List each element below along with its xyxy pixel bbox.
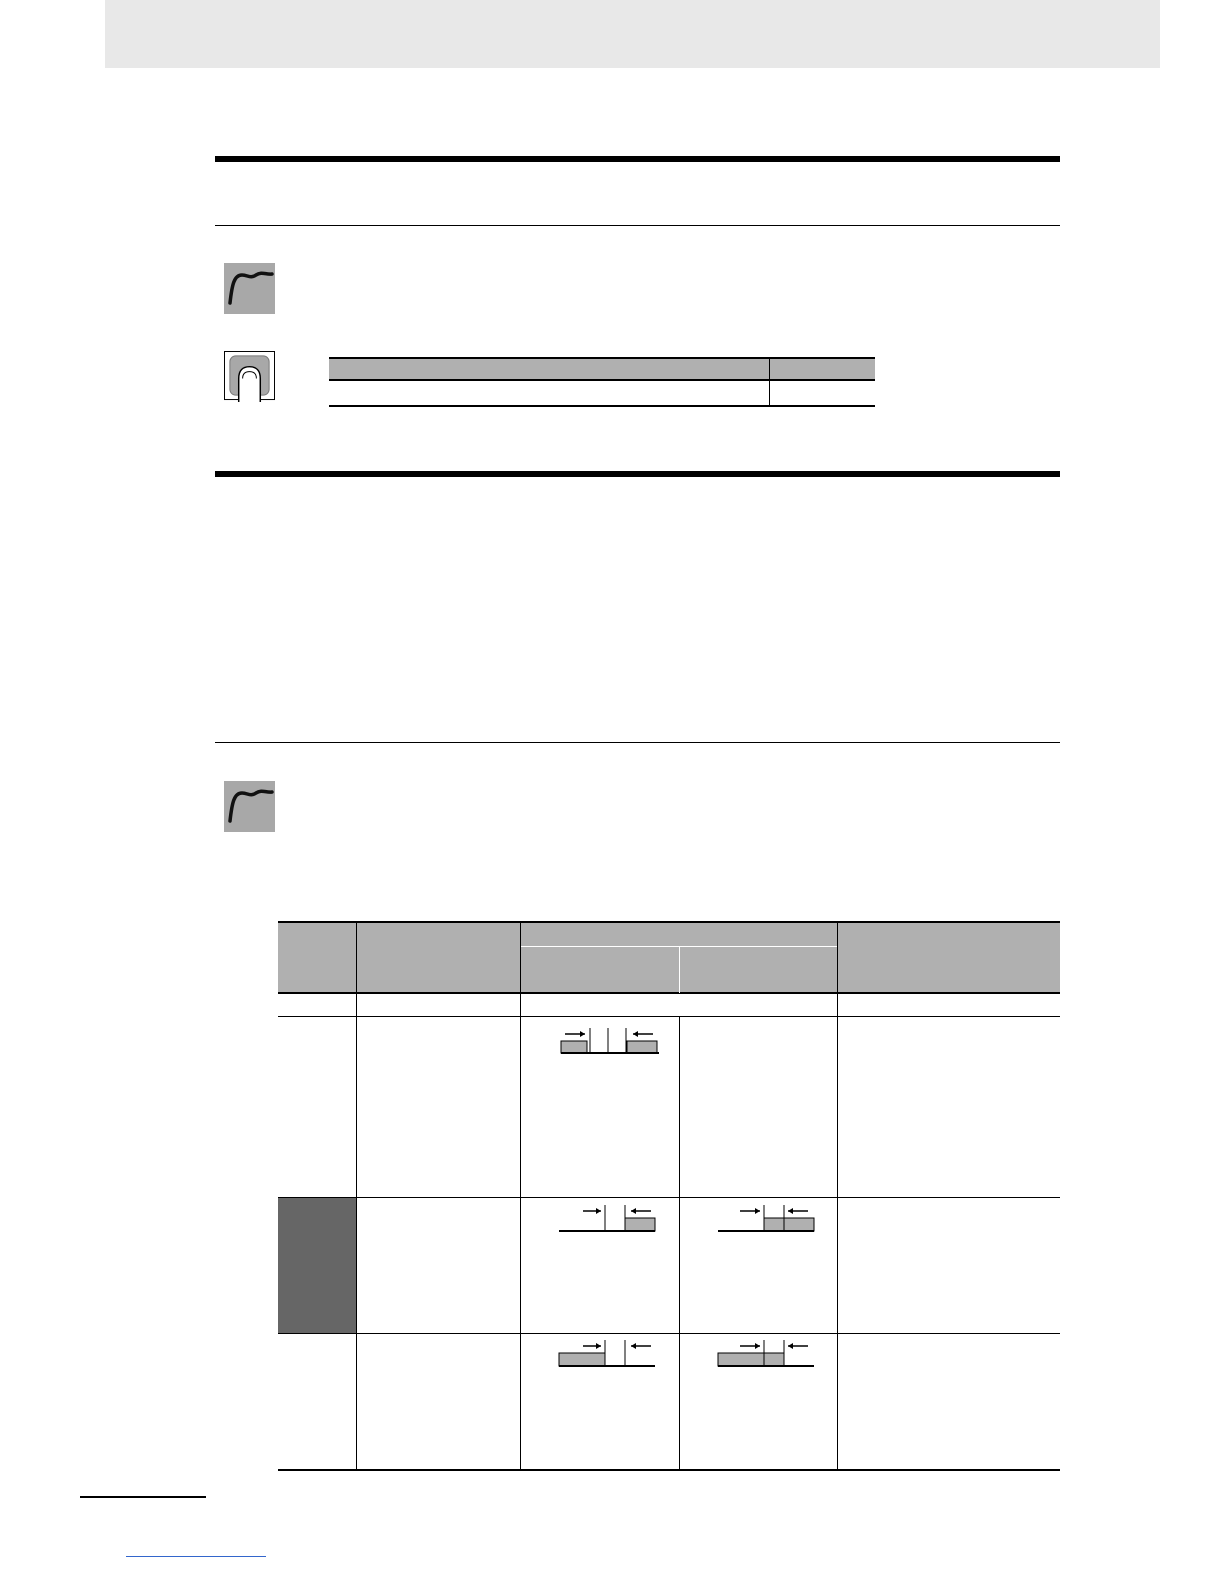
table-header-sub1: [521, 948, 678, 992]
function-curve-icon: [224, 263, 275, 314]
row-1-col1: [278, 994, 356, 1016]
small-table-row: [329, 383, 875, 407]
section-2-top-rule: [215, 471, 1060, 477]
row-3-bottom-rule: [278, 1333, 1060, 1334]
table-bottom-rule: [278, 1469, 1060, 1471]
footer-rule: [80, 1496, 206, 1498]
section-1-bottom-rule: [215, 225, 1060, 226]
row-1-col5: [839, 994, 1060, 1016]
page-header-band: [105, 0, 1160, 68]
small-table-cell-2: [770, 383, 875, 405]
small-table-column-divider: [769, 357, 770, 407]
row-1-col2: [357, 994, 520, 1016]
row-2-col5: [839, 1018, 1060, 1196]
table-header-col2: [357, 924, 520, 992]
small-table-header: [329, 357, 875, 381]
section-2-body: [215, 485, 1060, 730]
section-1-top-rule: [215, 156, 1060, 162]
row-4-col1: [278, 1335, 356, 1468]
row-3-col5: [839, 1199, 1060, 1332]
table-header-group: [521, 924, 837, 946]
row-2-col1: [278, 1018, 356, 1196]
footer-link-underline: [126, 1556, 266, 1557]
band-diagram-upper-alt: [714, 1203, 824, 1239]
row-4-col2: [357, 1335, 520, 1468]
band-diagram-upper: [555, 1203, 665, 1239]
band-diagram-lower: [555, 1338, 665, 1374]
table-top-rule: [278, 921, 1060, 923]
section-3-top-rule: [215, 742, 1060, 743]
footer-link[interactable]: [126, 1536, 266, 1554]
table-header-col1: [278, 924, 356, 992]
row-3-col2: [357, 1199, 520, 1332]
table-header-col5: [839, 924, 1060, 992]
row-1-col3: [521, 994, 837, 1016]
small-table-cell-1: [329, 383, 769, 405]
header-subcol-divider: [679, 946, 680, 993]
section-3-body: [290, 781, 1060, 901]
band-diagram-both-sides: [555, 1024, 665, 1060]
footer-page-number: [80, 1504, 206, 1524]
highlighted-row-label-cell: [278, 1197, 356, 1334]
col-divider-4: [837, 922, 838, 1470]
small-table-header-cell-1: [329, 359, 769, 379]
row-2-bottom-rule: [278, 1197, 1060, 1198]
finger-press-icon: [224, 351, 275, 402]
function-curve-icon: [224, 781, 275, 832]
row-4-col5: [839, 1335, 1060, 1468]
table-header-sub2: [680, 948, 837, 992]
section-1-title: [215, 168, 1060, 218]
row-2-col4: [680, 1018, 837, 1196]
band-diagram-lower-alt: [714, 1338, 824, 1374]
row-2-col2: [357, 1018, 520, 1196]
row-1-bottom-rule: [278, 1016, 1060, 1017]
small-table-header-cell-2: [770, 359, 875, 379]
